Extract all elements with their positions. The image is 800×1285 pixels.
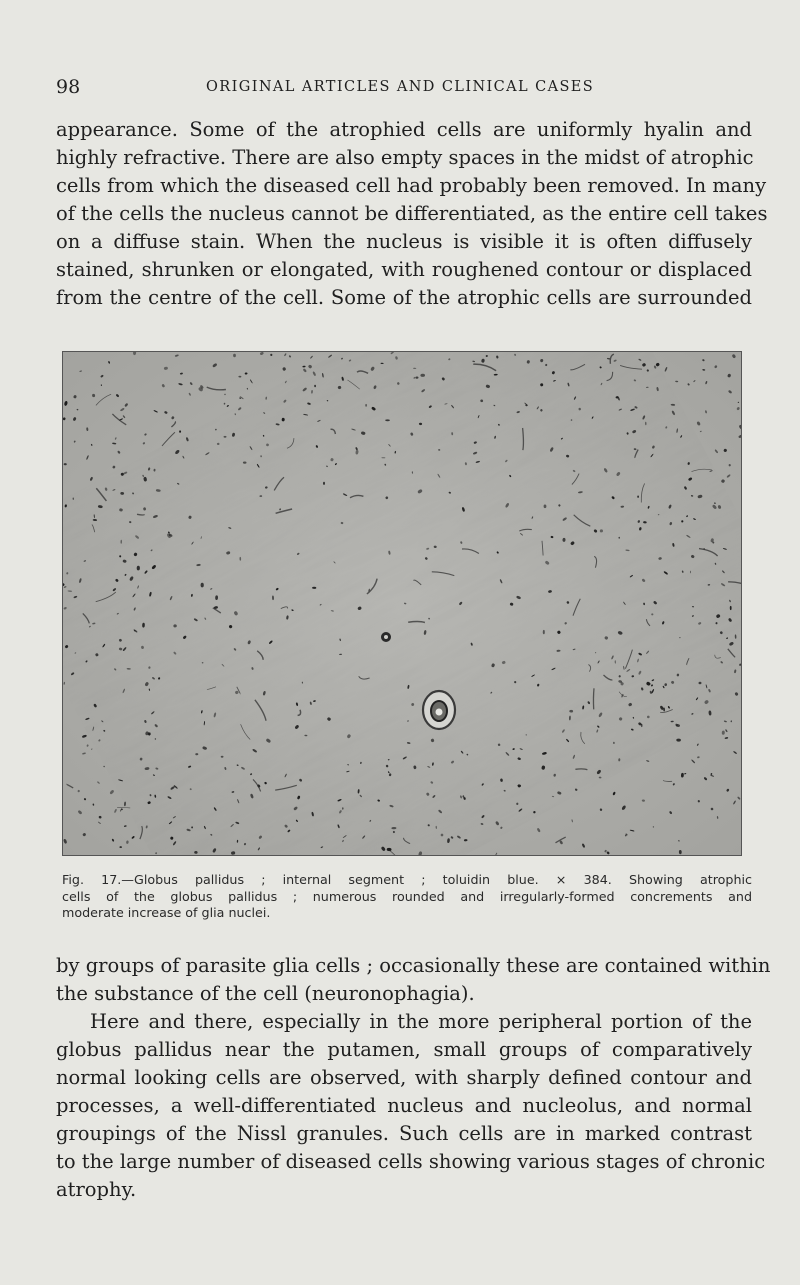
text-line: on a diffuse stain. When the nucleus is visible it is often diffusely bbox=[56, 230, 752, 253]
caption-line: moderate increase of glia nuclei. bbox=[62, 905, 271, 920]
stain-speck bbox=[441, 834, 444, 837]
page-number: 98 bbox=[56, 76, 81, 98]
stain-speck bbox=[647, 716, 650, 719]
cell-process bbox=[593, 688, 594, 709]
text-line: processes, a well-differentiated nucleus and nucleolus, and normal bbox=[56, 1094, 752, 1117]
text-line: by groups of parasite glia cells ; occasionally these are contained within bbox=[56, 954, 771, 977]
text-line: atrophy. bbox=[56, 1178, 137, 1201]
stain-speck bbox=[202, 662, 204, 663]
glia-nucleus bbox=[381, 632, 391, 642]
page-header bbox=[56, 76, 756, 100]
text-line: to the large number of diseased cells showing various stages of chronic bbox=[56, 1150, 766, 1173]
paragraph-continuation bbox=[56, 952, 771, 1008]
text-line: normal looking cells are observed, with sharply defined contour and bbox=[56, 1066, 752, 1089]
text-line: the substance of the cell (neuronophagia). bbox=[56, 982, 475, 1005]
micrograph-figure bbox=[62, 351, 742, 856]
text-line: groupings of the Nissl granules. Such cells are in marked contrast bbox=[56, 1122, 752, 1145]
figure-caption bbox=[62, 872, 752, 922]
stain-speck bbox=[543, 630, 545, 634]
text-line: highly refractive. There are also empty spaces in the midst of atrophic bbox=[56, 146, 754, 169]
text-line: Here and there, especially in the more peripheral portion of the bbox=[90, 1010, 752, 1033]
text-line: appearance. Some of the atrophied cells are uniformly hyalin and bbox=[56, 118, 752, 141]
micrograph-image bbox=[63, 352, 741, 855]
text-line: from the centre of the cell. Some of the atrophic cells are surrounded bbox=[56, 286, 752, 309]
stain-speck bbox=[365, 404, 367, 407]
paragraph-next bbox=[56, 1008, 766, 1204]
paragraph-top bbox=[56, 116, 768, 312]
running-head: ORIGINAL ARTICLES AND CLINICAL CASES bbox=[206, 79, 595, 95]
text-line: of the cells the nucleus cannot be differentiated, as the entire cell takes bbox=[56, 202, 768, 225]
vessel-concrement bbox=[423, 691, 455, 729]
text-line: cells from which the diseased cell had probably been removed. In many bbox=[56, 174, 767, 197]
caption-line: cells of the globus pallidus ; numerous rounded and irregularly-formed concrements and bbox=[62, 888, 752, 904]
text-line: stained, shrunken or elongated, with roughened contour or displaced bbox=[56, 258, 752, 281]
stain-speck bbox=[730, 606, 732, 610]
stain-speck bbox=[201, 583, 204, 588]
text-line: globus pallidus near the putamen, small groups of comparatively bbox=[56, 1038, 752, 1061]
stain-speck bbox=[637, 496, 639, 498]
caption-line: Fig. 17.—Globus pallidus ; internal segment ; toluidin blue. × 384. Showing atrophic bbox=[62, 872, 752, 887]
